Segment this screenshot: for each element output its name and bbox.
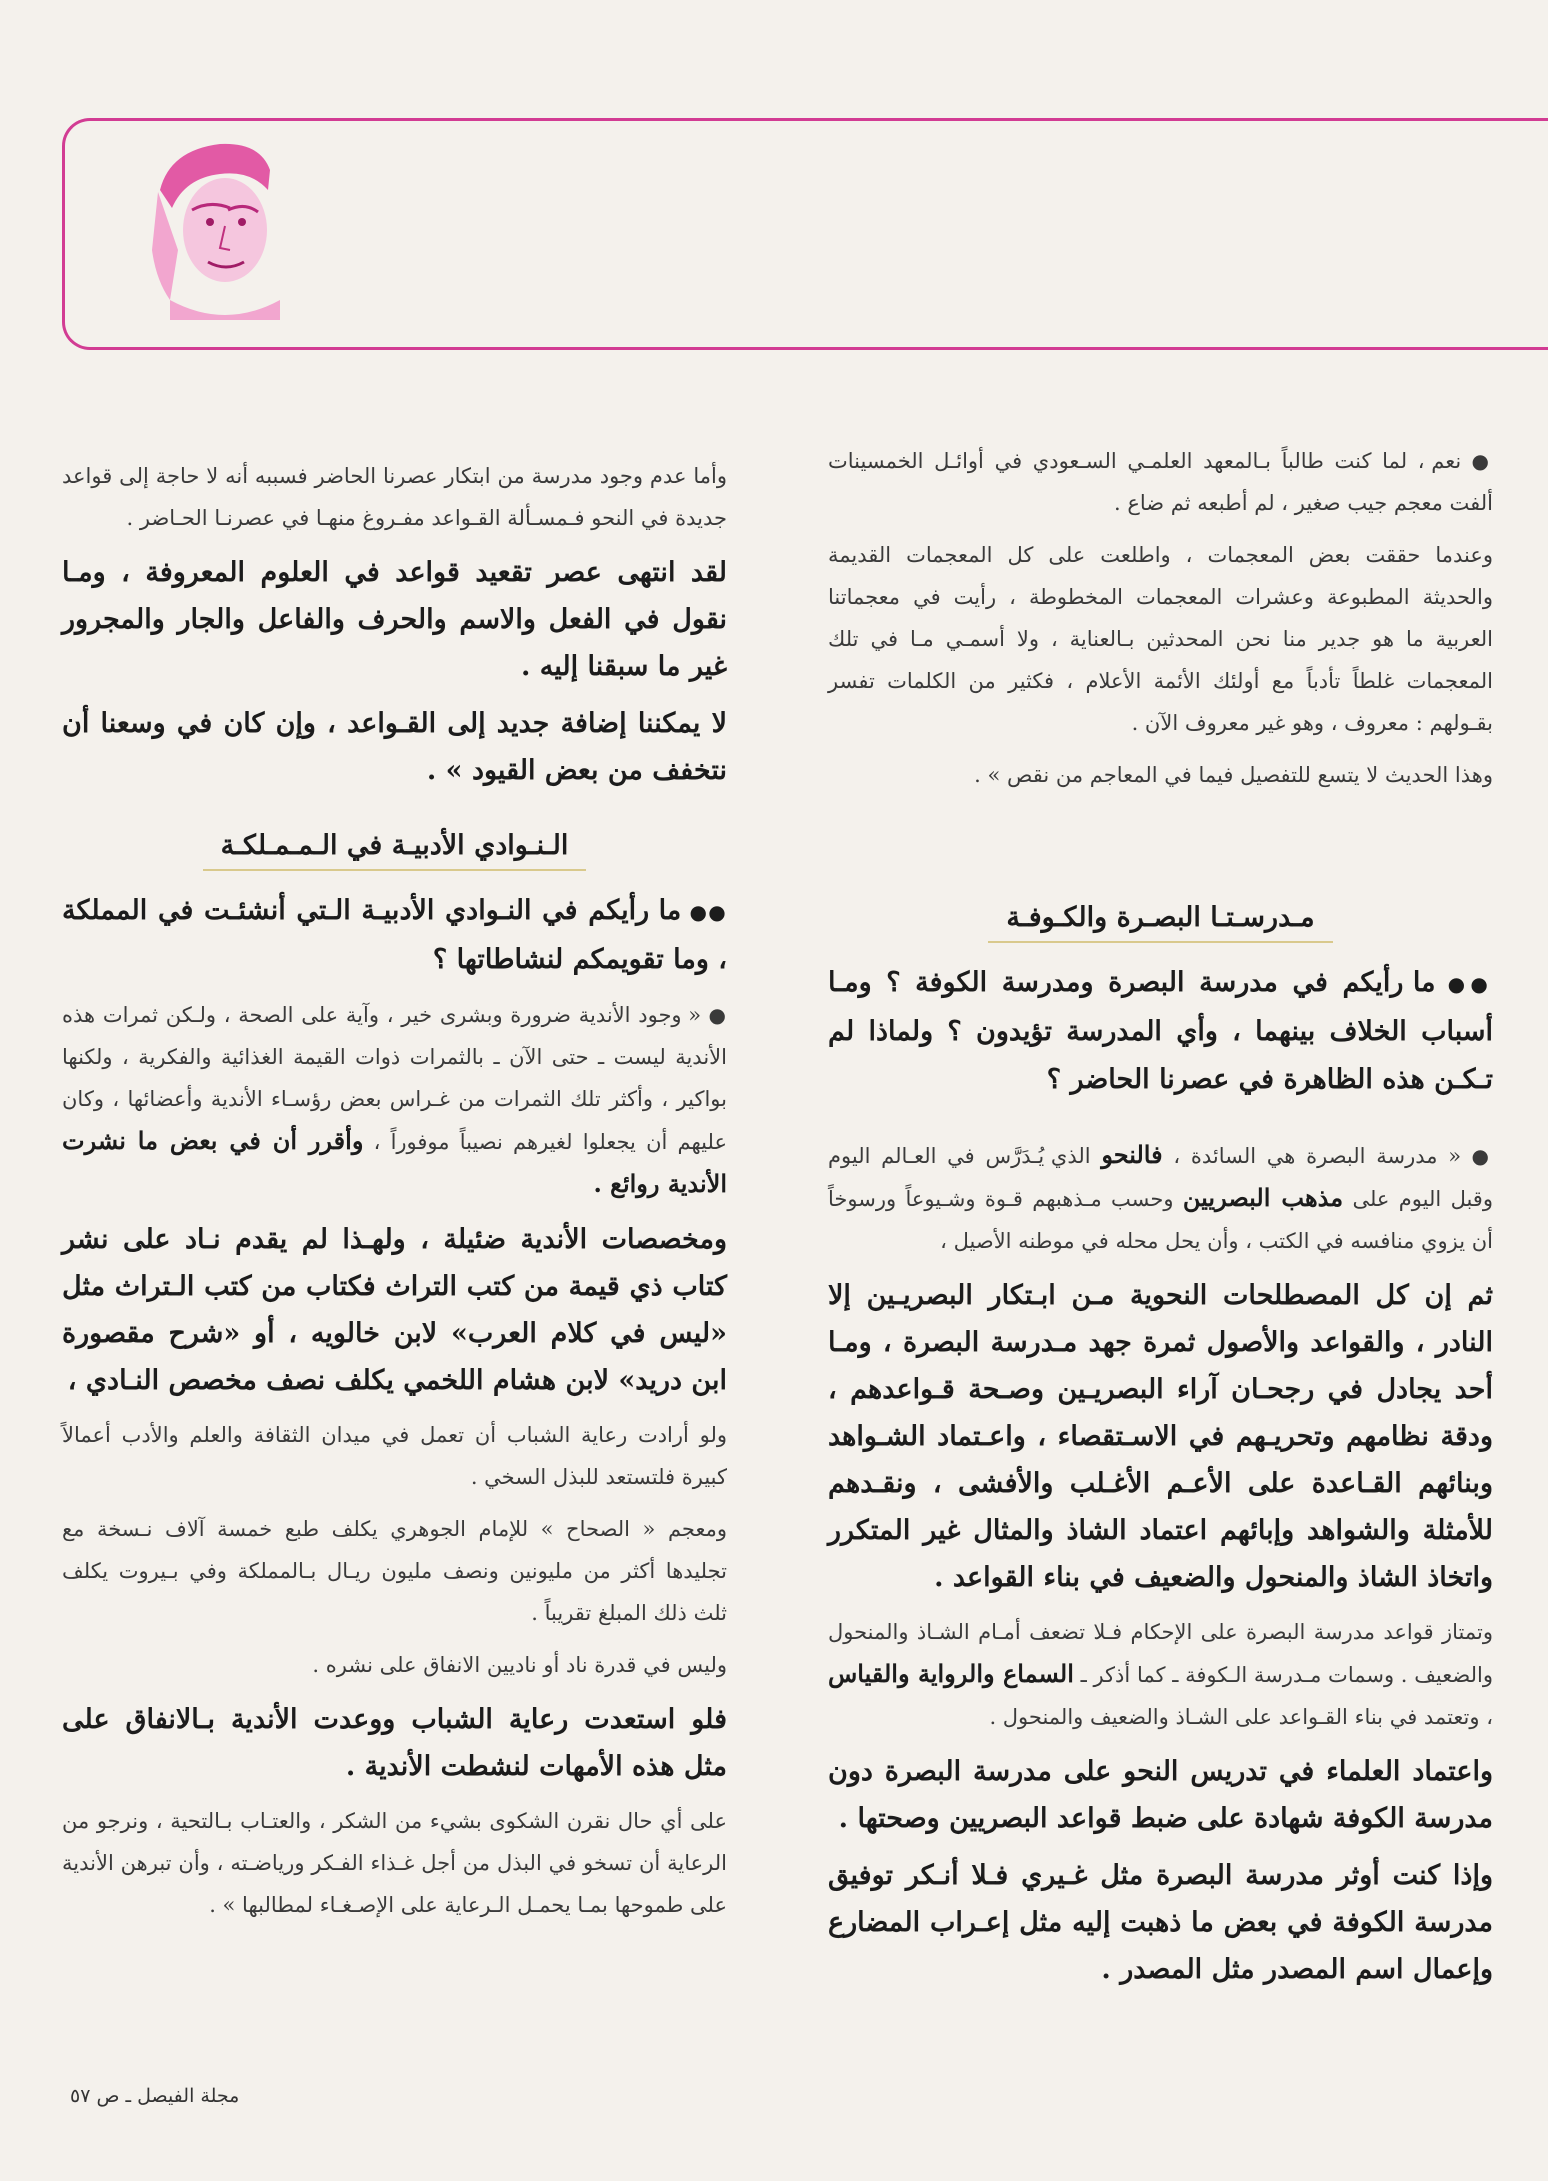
paragraph: وليس في قدرة ناد أو ناديين الانفاق على نشره . — [312, 1653, 727, 1677]
paragraph: وأما عدم وجود مدرسة من ابتكار عصرنا الحاضر فسببه أنه لا حاجة إلى قواعد جديدة في النحو فـمسـألة القـواعد مفـروغ منهـا في عصرنـا الحـاضر . — [62, 464, 727, 530]
paragraph: وعندما حققت بعض المعجمات ، واطلعت على كل المعجمات القديمة والحديثة المطبوعة وعشرات المعجمات المخطوطة ، رأيت في معجماتنا العربية ما هو جدير منا نحن المحدثين بـالعناية ، ولا أسمـي مـا في تلك المعجمات غلطاً تأدباً مع أولئك الأئمة الأعلام ، فكثير من الكلمات تفسر بقـولهم : معروف ، وهو غير معروف الآن . — [828, 543, 1493, 735]
paragraph: لقد انتهى عصر تقعيد قواعد في العلوم المعروفة ، ومـا نقول في الفعل والاسم والحرف والفاعل والجار والمجرور غير ما سبقنا إليه . — [62, 557, 727, 682]
paragraph: ● « مدرسة البصرة هي السائدة ، فالنحو الذي يُـدَرَّس في العـالم اليوم وقبل اليوم على مذهب البصريين وحسب مـذهبهم قـوة وشـيوعاً ورسوخاً أن يزوي منافسه في الكتب ، وأن يحل محله في موطنه الأصيل ، — [828, 1140, 1493, 1253]
section-heading: الـنـوادي الأدبيـة في الـمـمـلكـة — [62, 830, 727, 861]
paragraph: ومخصصات الأندية ضئيلة ، ولهـذا لم يقدم نـاد على نشر كتاب ذي قيمة من كتب التراث فكتاب من كتب الـتراث مثل «ليس في كلام العرب» لابن خالويه ، أو «شرح مقصورة ابن دريد» لابن هشام اللخمي يكلف نصف مخصص النـادي ، — [62, 1224, 727, 1396]
paragraph: واعتماد العلماء في تدريس النحو على مدرسة البصرة دون مدرسة الكوفة شهادة على ضبط قواعد البصريين وصحتها . — [828, 1756, 1493, 1834]
paragraph: ومعجم « الصحاح » للإمام الجوهري يكلف طبع خمسة آلاف نـسخة مع تجليدها أكثر من مليونين ونصف مليون ريـال بـالمملكة وفي بـيروت يكلف ثلث ذلك المبلغ تقريباً . — [62, 1517, 727, 1625]
paragraph: وتمتاز قواعد مدرسة البصرة على الإحكام فـلا تضعف أمـام الشـاذ والمنحول والضعيف . وسمات مـدرسة الـكوفة ـ كما أذكر ـ السماع والرواية والقياس ، وتعتمد في بناء القـواعد على الشـاذ والضعيف والمنحول . — [828, 1620, 1493, 1729]
paragraph: وهذا الحديث لا يتسع للتفصيل فيما في المعاجم من نقص » . — [974, 763, 1493, 787]
paragraph: ثم إن كل المصطلحات النحوية مـن ابـتكار البصريـين إلا النادر ، والقواعد والأصول ثمرة جهد مـدرسة البصرة ، ومـا أحد يجادل في رجحـان آراء البصريـين وصـحة قـواعدهم ، ودقة نظامهم وتحريـهم في الاسـتقصاء ، واعـتماد الشـواهد وبنائهم القـاعدة على الأعـم الأغـلب والأفشى ، ونقـدهم للأمثلة والشواهد وإبائهم اعتماد الشاذ والمثال غير المتكرر واتخاذ الشاذ والمنحول والضعيف في بناء القواعد . — [828, 1280, 1493, 1593]
author-portrait — [130, 130, 290, 320]
paragraph: وإذا كنت أوثر مدرسة البصرة مثل غـيري فـلا أنـكر توفيق مدرسة الكوفة في بعض ما ذهبت إليه مثل إعـراب المضارع وإعمال اسم المصدر مثل المصدر . — [828, 1860, 1493, 1985]
paragraph: على أي حال نقرن الشكوى بشيء من الشكر ، والعتـاب بـالتحية ، ونرجو من الرعاية أن تسخو في البذل من أجل غـذاء الفـكر ورياضـته ، وأن تبرهن الأندية على طموحها بمـا يحمـل الـرعاية على الإصـغـاء لمطالبها » . — [62, 1809, 727, 1917]
paragraph: ولو أرادت رعاية الشباب أن تعمل في ميدان الثقافة والعلم والأدب أعمالاً كبيرة فلتستعد للبذل السخي . — [62, 1423, 727, 1489]
question: ●● ما رأيكم في مدرسة البصرة ومدرسة الكوفة ؟ ومـا أسباب الخلاف بينهما ، وأي المدرسة تؤيدون ؟ ولماذا لم تـكـن هذه الظاهرة في عصرنا الحاضر ؟ — [828, 967, 1493, 1095]
right-column — [828, 440, 1493, 2003]
left-column — [62, 455, 727, 1936]
page-footer: مجلة الفيصل ـ ص ٥٧ — [70, 2085, 240, 2107]
section-heading: مـدرسـتـا البصـرة والكـوفـة — [828, 902, 1493, 933]
paragraph: ● « وجود الأندية ضرورة وبشرى خير ، وآية على الصحة ، ولـكن ثمرات هذه الأندية ليست ـ حتى الآن ـ بالثمرات ذوات القيمة الغذائية والفكرية ، ولكنها بواكير ، وأكثر تلك الثمرات من غـراس بعض رؤسـاء الأندية وأعضائها ، وكان عليهم أن يجعلوا لغيرهم نصيباً موفوراً ، وأقرر أن في بعض ما نشرت الأندية روائع . — [62, 1003, 727, 1198]
paragraph: فلو استعدت رعاية الشباب ووعدت الأندية بـالانفاق على مثل هذه الأمهات لنشطت الأندية . — [62, 1704, 727, 1782]
paragraph: لا يمكننا إضافة جديد إلى القـواعد ، وإن كان في وسعنا أن نتخفف من بعض القيود » . — [62, 708, 727, 786]
paragraph: ● نعم ، لما كنت طالباً بـالمعهد العلمـي السـعودي في أوائـل الخمسينات ألفت معجم جيب صغير ، لم أطبعه ثم ضاع . — [828, 449, 1494, 515]
question: ●● ما رأيكم في النـوادي الأدبيـة الـتي أنشئـت في المملكة ، وما تقويمكم لنشاطاتها ؟ — [62, 895, 727, 975]
